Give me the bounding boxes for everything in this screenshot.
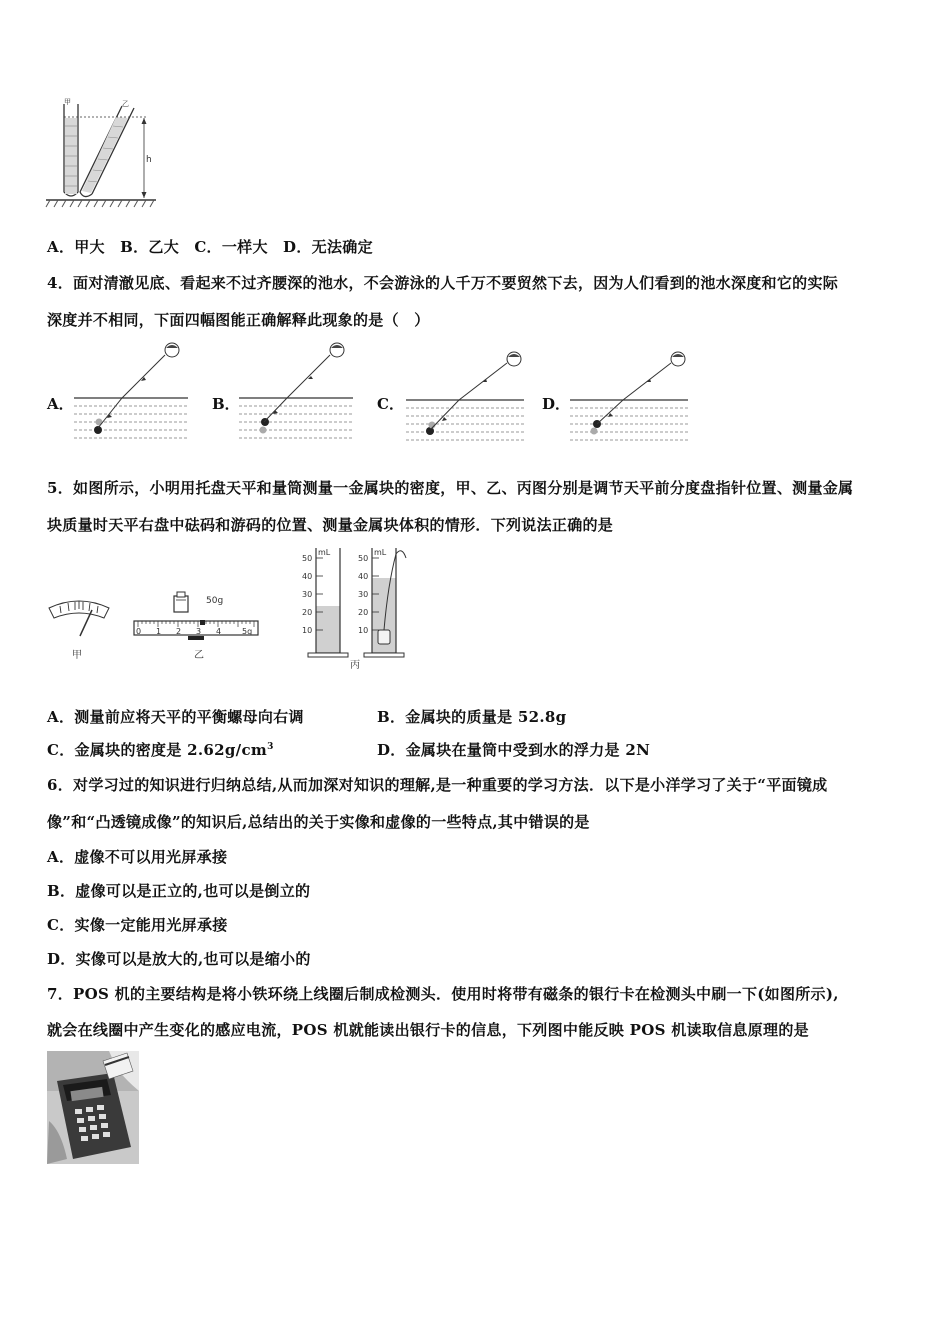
q5-cylinder-figure: [298, 544, 418, 672]
dial-label: 甲: [72, 650, 82, 661]
q5-option-c-sup: 3: [267, 742, 274, 752]
q5-option-a: A．测量前应将天平的平衡螺母向右调: [47, 708, 304, 726]
q3-tube-figure: [44, 96, 164, 212]
q3-options: A．甲大 B．乙大 C．一样大 D．无法确定: [47, 238, 373, 256]
q5-weight-scale-figure: [130, 590, 265, 662]
q6-option-b: B．虚像可以是正立的,也可以是倒立的: [47, 882, 311, 900]
scale-tick-4: 4: [216, 627, 222, 636]
q6-stem-line2: 像”和“凸透镜成像”的知识后,总结出的关于实像和虚像的一些特点,其中错误的是: [47, 813, 590, 831]
height-label: h: [146, 155, 152, 165]
q4-option-a-label: A．: [47, 395, 74, 413]
q7-stem-line1: 7．POS 机的主要结构是将小铁环绕上线圈后制成检测头．使用时将带有磁条的银行卡在检测头中刷一下(如图所示),: [47, 985, 839, 1003]
q7-stem-line2: 就会在线圈中产生变化的感应电流，POS 机就能读出银行卡的信息，下列图中能反映 POS 机读取信息原理的是: [47, 1021, 809, 1039]
pos-machine-photo: [47, 1051, 139, 1164]
q5-option-c-text: C．金属块的密度是 2.62g/cm: [47, 741, 268, 759]
scale-tick-2: 2: [176, 627, 182, 636]
q4-option-b-label: B．: [212, 395, 240, 413]
q4-option-c-label: C．: [377, 395, 404, 413]
q4-option-c-diagram: [404, 345, 529, 445]
cylinder-label: 丙: [350, 660, 360, 671]
scale-label: 乙: [194, 650, 204, 661]
q4-option-d-diagram: [568, 345, 693, 445]
q4-stem-line1: 4．面对清澈见底、看起来不过齐腰深的池水，不会游泳的人千万不要贸然下去，因为人们看到的池水深度和它的实际: [47, 274, 839, 292]
q5-option-d: D．金属块在量筒中受到水的浮力是 2N: [377, 741, 651, 759]
scale-tick-5: 5g: [242, 627, 253, 636]
q6-stem-line1: 6．对学习过的知识进行归纳总结,从而加深对知识的理解,是一种重要的学习方法．以下是小洋学习了关于“平面镜成: [47, 776, 828, 794]
cyl1-tick-40: 40: [302, 572, 313, 581]
q6-option-d: D．实像可以是放大的,也可以是缩小的: [47, 950, 311, 968]
scale-tick-3: 3: [196, 627, 202, 636]
cyl1-tick-50: 50: [302, 554, 313, 563]
scale-tick-0: 0: [136, 627, 142, 636]
q4-option-b-diagram: [237, 340, 357, 445]
q5-dial-figure: [44, 596, 114, 662]
q6-option-c: C．实像一定能用光屏承接: [47, 916, 228, 934]
q4-stem-line2: 深度并不相同，下面四幅图能正确解释此现象的是（ ）: [47, 311, 430, 329]
cyl2-tick-10: 10: [358, 626, 369, 635]
q5-option-b: B．金属块的质量是 52.8g: [377, 708, 567, 726]
cyl1-tick-10: 10: [302, 626, 313, 635]
cyl1-tick-30: 30: [302, 590, 313, 599]
cyl2-tick-40: 40: [358, 572, 369, 581]
scale-tick-1: 1: [156, 627, 162, 636]
cyl2-unit: mL: [374, 548, 387, 557]
q5-stem-line1: 5．如图所示，小明用托盘天平和量筒测量一金属块的密度，甲、乙、丙图分别是调节天平前分度盘指针位置、测量金属: [47, 479, 854, 497]
cyl2-tick-30: 30: [358, 590, 369, 599]
tube-jia-label: 甲: [64, 98, 71, 106]
cyl1-unit: mL: [318, 548, 331, 557]
q6-option-a: A．虚像不可以用光屏承接: [47, 848, 228, 866]
q4-option-a-diagram: [72, 340, 192, 445]
tube-yi-label: 乙: [122, 100, 129, 108]
cyl2-tick-50: 50: [358, 554, 369, 563]
q4-option-d-label: D．: [542, 395, 571, 413]
cyl1-tick-20: 20: [302, 608, 313, 617]
q5-option-c: [47, 739, 274, 760]
weight-label: 50g: [206, 596, 224, 606]
q5-stem-line2: 块质量时天平右盘中砝码和游码的位置、测量金属块体积的情形．下列说法正确的是: [47, 516, 614, 534]
cyl2-tick-20: 20: [358, 608, 369, 617]
